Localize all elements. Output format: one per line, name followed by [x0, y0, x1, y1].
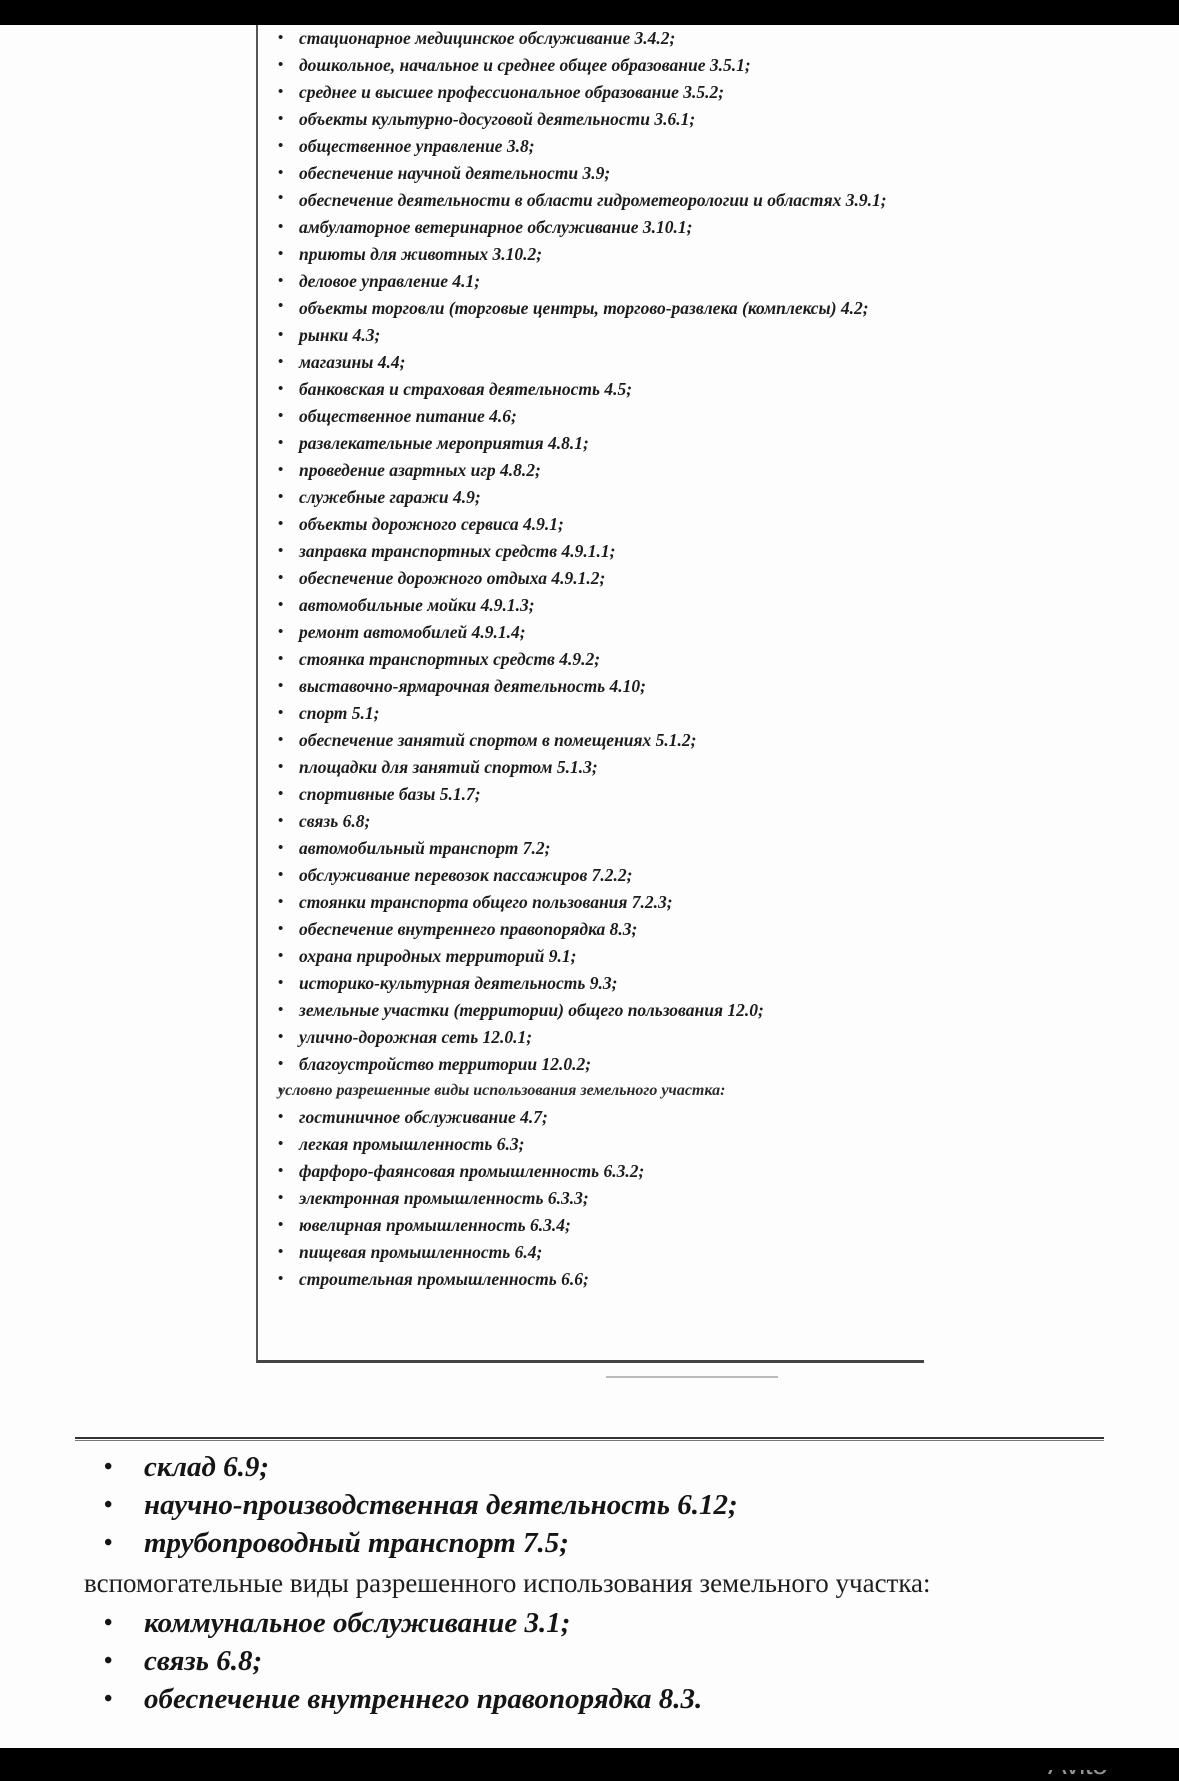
- list-item: • общественное управление 3.8;: [278, 133, 918, 160]
- list-item: • выставочно-ярмарочная деятельность 4.10;: [278, 673, 918, 700]
- top-black-bar: [0, 0, 1179, 25]
- list-item: • историко-культурная деятельность 9.3;: [278, 970, 918, 997]
- list-item: • обеспечение занятий спортом в помещениях 5.1.2;: [278, 727, 918, 754]
- list-item: • стоянки транспорта общего пользования 7.2.3;: [278, 889, 918, 916]
- list-item: • электронная промышленность 6.3.3;: [278, 1185, 918, 1212]
- list-item: • улично-дорожная сеть 12.0.1;: [278, 1024, 918, 1051]
- list-item: • объекты культурно-досуговой деятельности 3.6.1;: [278, 106, 918, 133]
- list-item: • деловое управление 4.1;: [278, 268, 918, 295]
- conditional-uses-heading: • условно разрешенные виды использования земельного участка:: [278, 1078, 918, 1104]
- list-item: • ремонт автомобилей 4.9.1.4;: [278, 619, 918, 646]
- bottom-black-bar: [0, 1748, 1179, 1770]
- upper-scanned-document: [256, 25, 924, 1363]
- list-item: • обеспечение внутреннего правопорядка 8.3;: [278, 916, 918, 943]
- list-item: • обеспечение внутреннего правопорядка 8.3.: [84, 1680, 1124, 1718]
- list-item: • земельные участки (территории) общего пользования 12.0;: [278, 997, 918, 1024]
- list-item: • заправка транспортных средств 4.9.1.1;: [278, 538, 918, 565]
- list-item: • стоянка транспортных средств 4.9.2;: [278, 646, 918, 673]
- list-item: • обслуживание перевозок пассажиров 7.2.2;: [278, 862, 918, 889]
- list-item: • обеспечение дорожного отдыха 4.9.1.2;: [278, 565, 918, 592]
- list-item: • пищевая промышленность 6.4;: [278, 1239, 918, 1266]
- list-item: • магазины 4.4;: [278, 349, 918, 376]
- list-item: • развлекательные мероприятия 4.8.1;: [278, 430, 918, 457]
- list-item: • фарфоро-фаянсовая промышленность 6.3.2;: [278, 1158, 918, 1185]
- list-item: • автомобильные мойки 4.9.1.3;: [278, 592, 918, 619]
- list-item: • площадки для занятий спортом 5.1.3;: [278, 754, 918, 781]
- list-item: • дошкольное, начальное и среднее общее образование 3.5.1;: [278, 52, 918, 79]
- permitted-uses-list: [278, 25, 918, 1293]
- list-item: • связь 6.8;: [84, 1642, 1124, 1680]
- list-item: • охрана природных территорий 9.1;: [278, 943, 918, 970]
- list-item: • коммунальное обслуживание 3.1;: [84, 1604, 1124, 1642]
- list-item: • благоустройство территории 12.0.2;: [278, 1051, 918, 1078]
- list-item: • объекты дорожного сервиса 4.9.1;: [278, 511, 918, 538]
- list-item: • спорт 5.1;: [278, 700, 918, 727]
- auxiliary-uses-heading: вспомогательные виды разрешенного использования земельного участка:: [84, 1568, 931, 1598]
- list-item: • спортивные базы 5.1.7;: [278, 781, 918, 808]
- list-item: • научно-производственная деятельность 6.12;: [84, 1486, 1124, 1524]
- list-item: • объекты торговли (торговые центры, торгово-развлека (комплексы) 4.2;: [278, 295, 918, 322]
- list-item: • служебные гаражи 4.9;: [278, 484, 918, 511]
- list-item: • строительная промышленность 6.6;: [278, 1266, 918, 1293]
- page-edge-line: [606, 1376, 778, 1378]
- list-item: • амбулаторное ветеринарное обслуживание 3.10.1;: [278, 214, 918, 241]
- list-item: • проведение азартных игр 4.8.2;: [278, 457, 918, 484]
- list-item: • стационарное медицинское обслуживание 3.4.2;: [278, 25, 918, 52]
- list-item: • рынки 4.3;: [278, 322, 918, 349]
- lower-scanned-document: [84, 1448, 1124, 1718]
- list-item: • гостиничное обслуживание 4.7;: [278, 1104, 918, 1131]
- list-item: • ювелирная промышленность 6.3.4;: [278, 1212, 918, 1239]
- list-item: • обеспечение научной деятельности 3.9;: [278, 160, 918, 187]
- list-item: • автомобильный транспорт 7.2;: [278, 835, 918, 862]
- list-item: • трубопроводный транспорт 7.5;: [84, 1524, 1124, 1562]
- list-item: • общественное питание 4.6;: [278, 403, 918, 430]
- list-item: • приюты для животных 3.10.2;: [278, 241, 918, 268]
- list-item: • склад 6.9;: [84, 1448, 1124, 1486]
- list-item: • среднее и высшее профессиональное образование 3.5.2;: [278, 79, 918, 106]
- list-item: • легкая промышленность 6.3;: [278, 1131, 918, 1158]
- list-item: • связь 6.8;: [278, 808, 918, 835]
- list-item: • банковская и страховая деятельность 4.5;: [278, 376, 918, 403]
- separator-rule: [75, 1437, 1104, 1441]
- document-page: [0, 25, 1179, 1748]
- list-item: • обеспечение деятельности в области гидрометеорологии и областях 3.9.1;: [278, 187, 918, 214]
